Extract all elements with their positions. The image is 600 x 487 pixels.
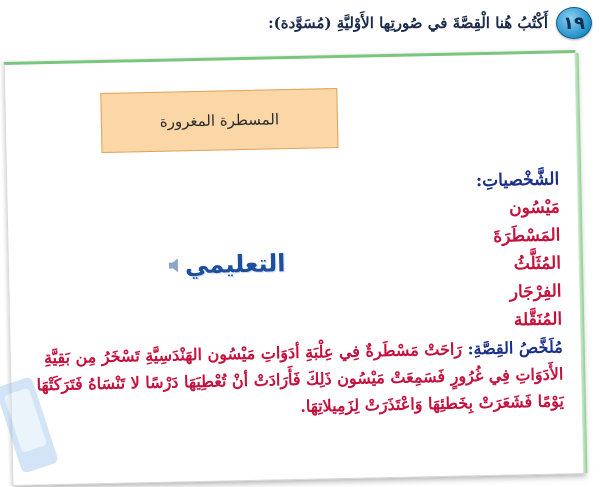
question-number-badge: ١٩ xyxy=(556,7,592,39)
characters-heading: الشَّخْصياتِ: xyxy=(475,169,560,192)
watermark-logo-text: التعليمي xyxy=(184,249,286,280)
summary-label: مُلَخَّصُ القِصَّةِ: xyxy=(467,337,563,359)
story-summary xyxy=(33,333,565,425)
character-item: المُثَلَّثُ xyxy=(513,253,562,275)
character-item: المَسْطَرَةَ xyxy=(493,225,561,247)
character-item: المُنَقَّلة xyxy=(513,309,563,331)
story-paper xyxy=(4,50,585,486)
story-content xyxy=(29,165,564,425)
question-instruction: أَكْتُبُ هُنا الْقِصَّةَ في صُورتِها الأَوْليَّةِ (مُسَوَّدة): xyxy=(268,14,548,32)
story-title-box xyxy=(100,88,338,153)
summary-text: رَاحَتْ مَسْطَرةٌ فِي عِلْبَةِ أدَوَاتِ مَيْسُون الهَنْدَسِيَّةِ تَسْخَرُ مِن بَقِيَّةِ الأَدَوَاتِ فِي غُرُورٍ فَسَمِعَتْ مَيْسُون ذَلِكَ فَأَرَادَتْ أنْ تُعْطِيَهَا دَرْسًا لا تَنْسَاهُ فَتَرَكَتْهَا يَوْمًا فَشَعَرَتْ بِخَطئِهَا وَاعْتَذَرَتْ لِزَمِيلاتِهَا. xyxy=(36,339,565,416)
character-item: الفِرْجَار xyxy=(509,281,562,303)
story-title: المسطرة المغرورة xyxy=(159,110,280,131)
character-item: مَيْسُون xyxy=(508,197,560,219)
question-header xyxy=(8,6,592,40)
watermark-graphic xyxy=(0,370,70,480)
